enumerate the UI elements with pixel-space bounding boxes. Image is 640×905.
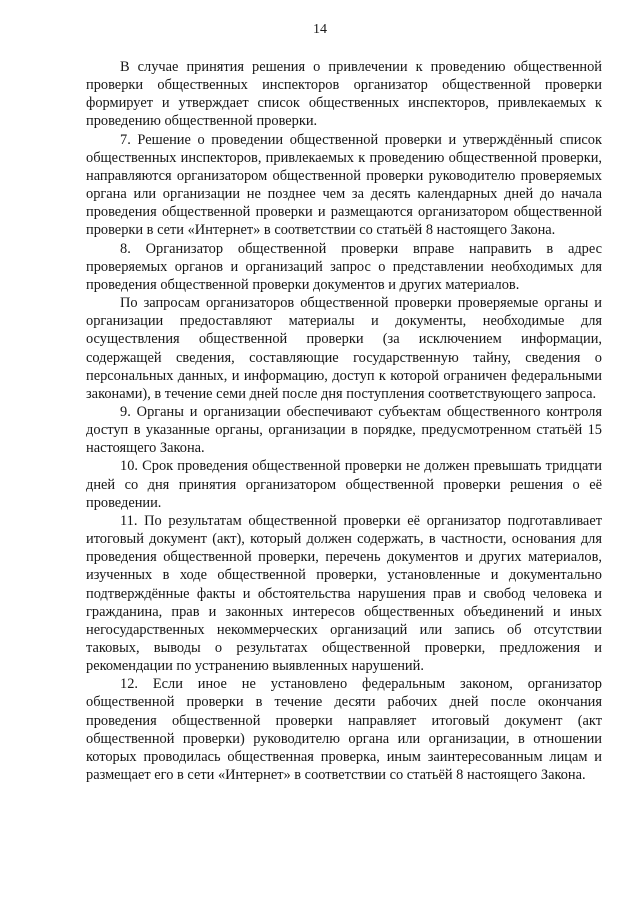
paragraph-item-9: 9. Органы и организации обеспечивают субъектам общественного контроля доступ в указанные органы, организации в порядке, предусмотренном статьёй 15 настоящего Закона. xyxy=(86,403,602,457)
paragraph-item-8: 8. Организатор общественной проверки вправе направить в адрес проверяемых органов и организаций запрос о представлении необходимых для проведения общественной проверки документов и других материалов. xyxy=(86,240,602,293)
paragraph-inspectors-list: В случае принятия решения о привлечении к проведению общественной проверки общественных инспекторов организатор общественной проверки формирует и утверждает список общественных инспекторов, привлекаемых к проведению общественной проверки. xyxy=(86,59,602,130)
paragraph-requests: По запросам организаторов общественной проверки проверяемые органы и организации предоставляют материалы и документы, необходимые для осуществления общественной проверки (за исключением информации, содержащей сведения, составляющие государственную тайну, сведения о персональных данных, и информацию, доступ к которой ограничен федеральными законами), в течение семи дней после дня поступления соответствующего запроса. xyxy=(86,295,602,402)
paragraph-item-10: 10. Срок проведения общественной проверки не должен превышать тридцати дней со дня принятия организатором общественной проверки решения о её проведении. xyxy=(86,458,602,511)
document-body xyxy=(86,58,602,784)
paragraph-item-7: 7. Решение о проведении общественной проверки и утверждённый список общественных инспекторов, привлекаемых к проведению общественной проверки, направляются организатором общественной проверки руководителю проверяемых органа или организации не позднее чем за десять календарных дней до начала проведения общественной проверки и размещаются организатором общественной проверки в сети «Интернет» в соответствии со статьёй 8 настоящего Закона. xyxy=(86,131,602,239)
paragraph-item-12: 12. Если иное не установлено федеральным законом, организатор общественной проверки в течение десяти рабочих дней после окончания проведения общественной проверки направляет итоговый документ (акт общественной проверки) руководителю органа или организации, в отношении которых проводилась общественная проверка, иным заинтересованным лицам и размещает его в сети «Интернет» в соответствии со статьёй 8 настоящего Закона. xyxy=(86,676,602,784)
paragraph-item-11: 11. По результатам общественной проверки её организатор подготавливает итоговый документ (акт), который должен содержать, в частности, основания для проведения общественной проверки, перечень документов и других материалов, изученных в ходе общественной проверки, установленные и документально подтверждённые факты и обстоятельства нарушения прав и свобод человека и гражданина, прав и законных интересов общественных объединений и иных негосударственных некоммерческих организаций или запись об отсутствии таковых, выводы о результатах общественной проверки, предложения и рекомендации по устранению выявленных нарушений. xyxy=(86,512,602,675)
page-number: 14 xyxy=(313,22,327,37)
